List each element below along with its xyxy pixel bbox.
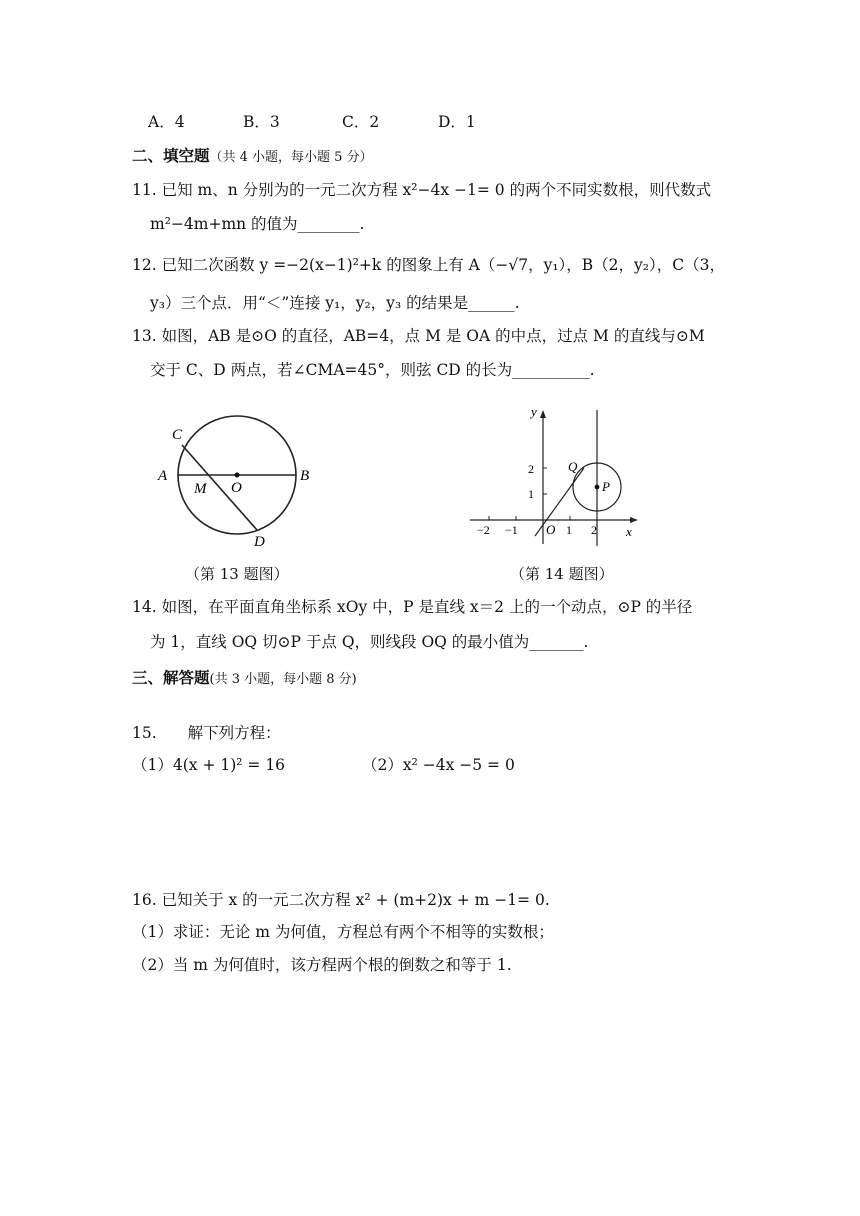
figure-14 <box>462 402 644 548</box>
q13-line2: 交于 C、D 两点，若∠CMA=45°，则弦 CD 的长为__________. <box>150 361 595 379</box>
q12-line2: y₃）三个点．用“＜”连接 y₁，y₂，y₃ 的结果是______. <box>150 294 520 312</box>
q14-line1: 14. 如图，在平面直角坐标系 xOy 中，P 是直线 x＝2 上的一个动点，⊙P 的半径 <box>132 598 693 616</box>
label-q: Q <box>568 459 578 474</box>
q15-part1: （1）4(x + 1)² = 16 <box>132 756 286 774</box>
figure-13 <box>150 405 330 555</box>
tick-label-y1: 1 <box>528 487 534 501</box>
section-2-title: 二、填空题 <box>132 146 210 165</box>
q11-line1: 11. 已知 m、n 分别为的一元二次方程 x²−4x −1= 0 的两个不同实数根，则代数式 <box>132 181 712 199</box>
label-x: x <box>626 524 632 539</box>
q12-line1: 12. 已知二次函数 y =−2(x−1)²+k 的图象上有 A（−√7，y₁），B（2，y₂），C（3， <box>132 256 725 274</box>
section-3-note: (共 3 小题，每小题 8 分) <box>209 672 357 687</box>
y-axis-arrow <box>540 410 546 418</box>
label-c: C <box>172 427 183 443</box>
tick-label-x2: 2 <box>591 523 597 537</box>
section-2-heading <box>132 146 373 168</box>
x-axis-arrow <box>630 517 638 523</box>
section-3-heading <box>132 668 357 690</box>
choice-a: A．4 <box>148 113 185 131</box>
q16-part1: （1）求证：无论 m 为何值，方程总有两个不相等的实数根； <box>132 923 554 941</box>
q15-stem: 15. 解下列方程： <box>132 724 281 742</box>
label-y: y <box>531 404 537 419</box>
label-p: P <box>602 479 610 494</box>
choice-b: B．3 <box>243 113 280 131</box>
label-b: B <box>300 468 310 484</box>
choice-d: D．1 <box>438 113 476 131</box>
label-o: O <box>231 480 242 496</box>
tick-label-y2: 2 <box>528 462 534 476</box>
q11-line2: m²−4m+mn 的值为________. <box>150 215 365 233</box>
tick-label-x1: 1 <box>566 523 572 537</box>
line-oq <box>535 468 584 536</box>
figure-13-caption: （第 13 题图） <box>185 565 289 583</box>
label-a: A <box>158 468 168 484</box>
section-3-title: 三、解答题 <box>132 668 210 687</box>
tick-label-xm1: −1 <box>505 523 518 537</box>
label-m: M <box>194 481 207 497</box>
point-p <box>595 485 600 490</box>
q16-part2: （2）当 m 为何值时，该方程两个根的倒数之和等于 1. <box>132 956 512 974</box>
q14-line2: 为 1，直线 OQ 切⊙P 于点 Q，则线段 OQ 的最小值为_______. <box>150 633 589 651</box>
figure-14-caption: （第 14 题图） <box>510 565 614 583</box>
section-2-note: （共 4 小题，每小题 5 分） <box>209 150 373 165</box>
tick-label-xm2: −2 <box>477 523 490 537</box>
label-o: O <box>546 522 556 537</box>
q13-line1: 13. 如图，AB 是⊙O 的直径，AB=4，点 M 是 OA 的中点，过点 M 的直线与⊙M <box>132 327 705 345</box>
q16-stem: 16. 已知关于 x 的一元二次方程 x² + (m+2)x + m −1= 0. <box>132 891 550 909</box>
center-dot <box>235 473 240 478</box>
choice-c: C．2 <box>342 113 380 131</box>
label-d: D <box>254 534 265 550</box>
q15-part2: （2）x² −4x −5 = 0 <box>362 756 515 774</box>
